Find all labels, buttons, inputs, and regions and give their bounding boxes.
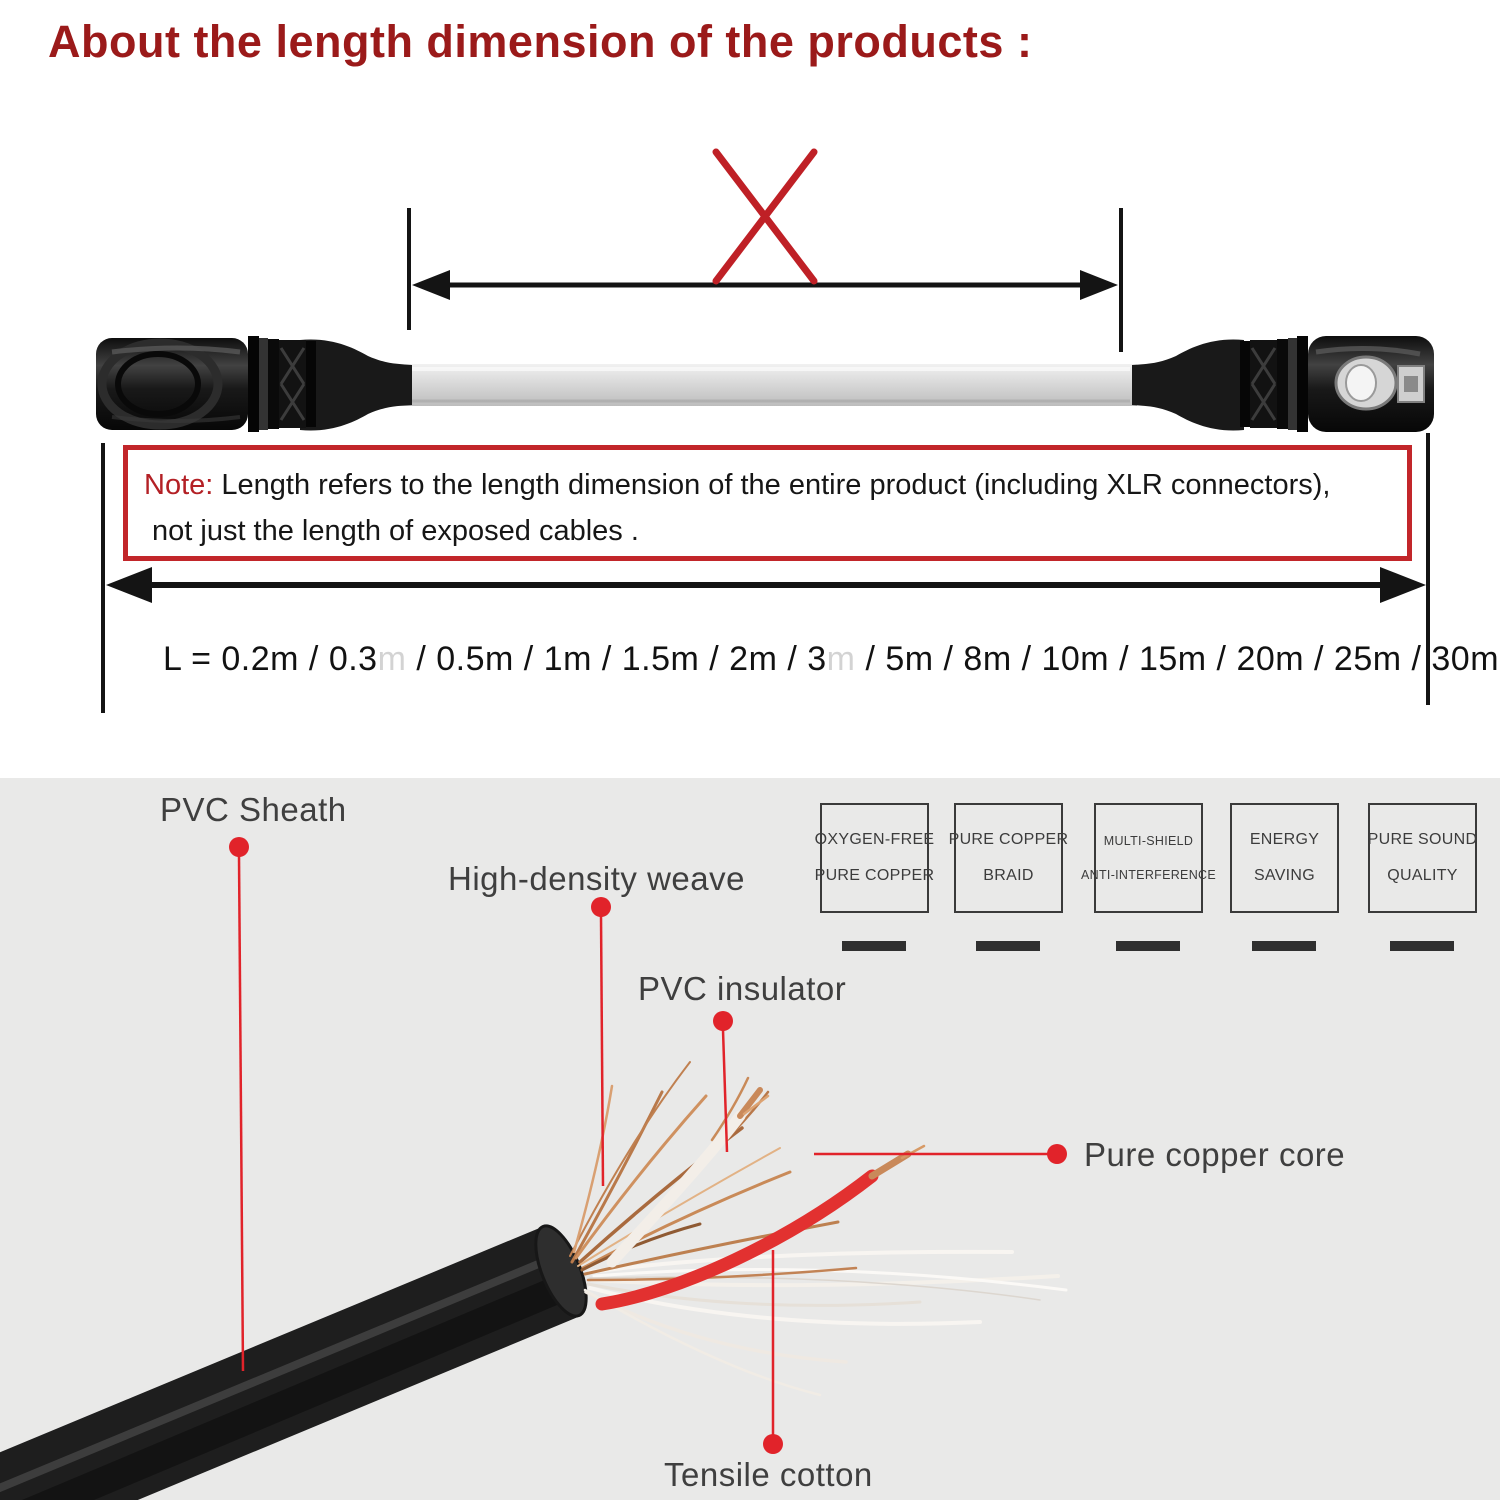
label-pvc-insulator: PVC insulator: [638, 970, 847, 1007]
badge-pure-copper-braid: PURE COPPER BRAID: [954, 803, 1063, 913]
xlr-male-connector: [96, 336, 412, 432]
label-pvc-sheath: PVC Sheath: [160, 791, 347, 828]
badge-pure-sound-quality: PURE SOUND QUALITY: [1368, 803, 1477, 913]
cable-jacket: [0, 1219, 597, 1500]
cotton-strands: [585, 1252, 1066, 1395]
note-box: [123, 445, 1412, 561]
badge-multi-shield-anti-interference: MULTI-SHIELD ANTI-INTERFERENCE: [1094, 803, 1203, 913]
dot-insulator: [713, 1011, 733, 1031]
copper-strands: [570, 1062, 856, 1280]
label-high-density-weave: High-density weave: [448, 860, 745, 897]
page-title: About the length dimension of the products :: [48, 16, 1033, 67]
badge-energy-saving: ENERGY SAVING: [1230, 803, 1339, 913]
dot-copper-core: [1047, 1144, 1067, 1164]
badge-underline-2: [976, 941, 1040, 951]
badge-underline-3: [1116, 941, 1180, 951]
xlr-cable-image: [96, 336, 1434, 432]
note-line-1: Note: Length refers to the length dimension of the entire product (including XLR connectors),: [144, 469, 1331, 501]
badge-underline-5: [1390, 941, 1454, 951]
note-line-2: not just the length of exposed cables .: [152, 515, 639, 547]
red-cross-icon: [716, 152, 814, 281]
length-options: L = 0.2m / 0.3m / 0.5m / 1m / 1.5m / 2m / 3m / 5m / 8m / 10m / 15m / 20m / 25m / 30m: [163, 640, 1500, 678]
note-label: Note:: [144, 469, 214, 501]
dot-tensile-cotton: [763, 1434, 783, 1454]
dot-pvc-sheath: [229, 837, 249, 857]
badge-oxygen-free-pure-copper: OXYGEN-FREE PURE COPPER: [820, 803, 929, 913]
label-tensile-cotton: Tensile cotton: [664, 1456, 873, 1493]
label-pure-copper-core: Pure copper core: [1084, 1136, 1346, 1173]
wrong-length-dimension-arrow: [409, 208, 1121, 352]
badge-underline-4: [1252, 941, 1316, 951]
leader-pvc-sheath: [239, 856, 243, 1371]
badge-underline-1: [842, 941, 906, 951]
dot-weave: [591, 897, 611, 917]
xlr-female-connector: [1132, 336, 1434, 432]
